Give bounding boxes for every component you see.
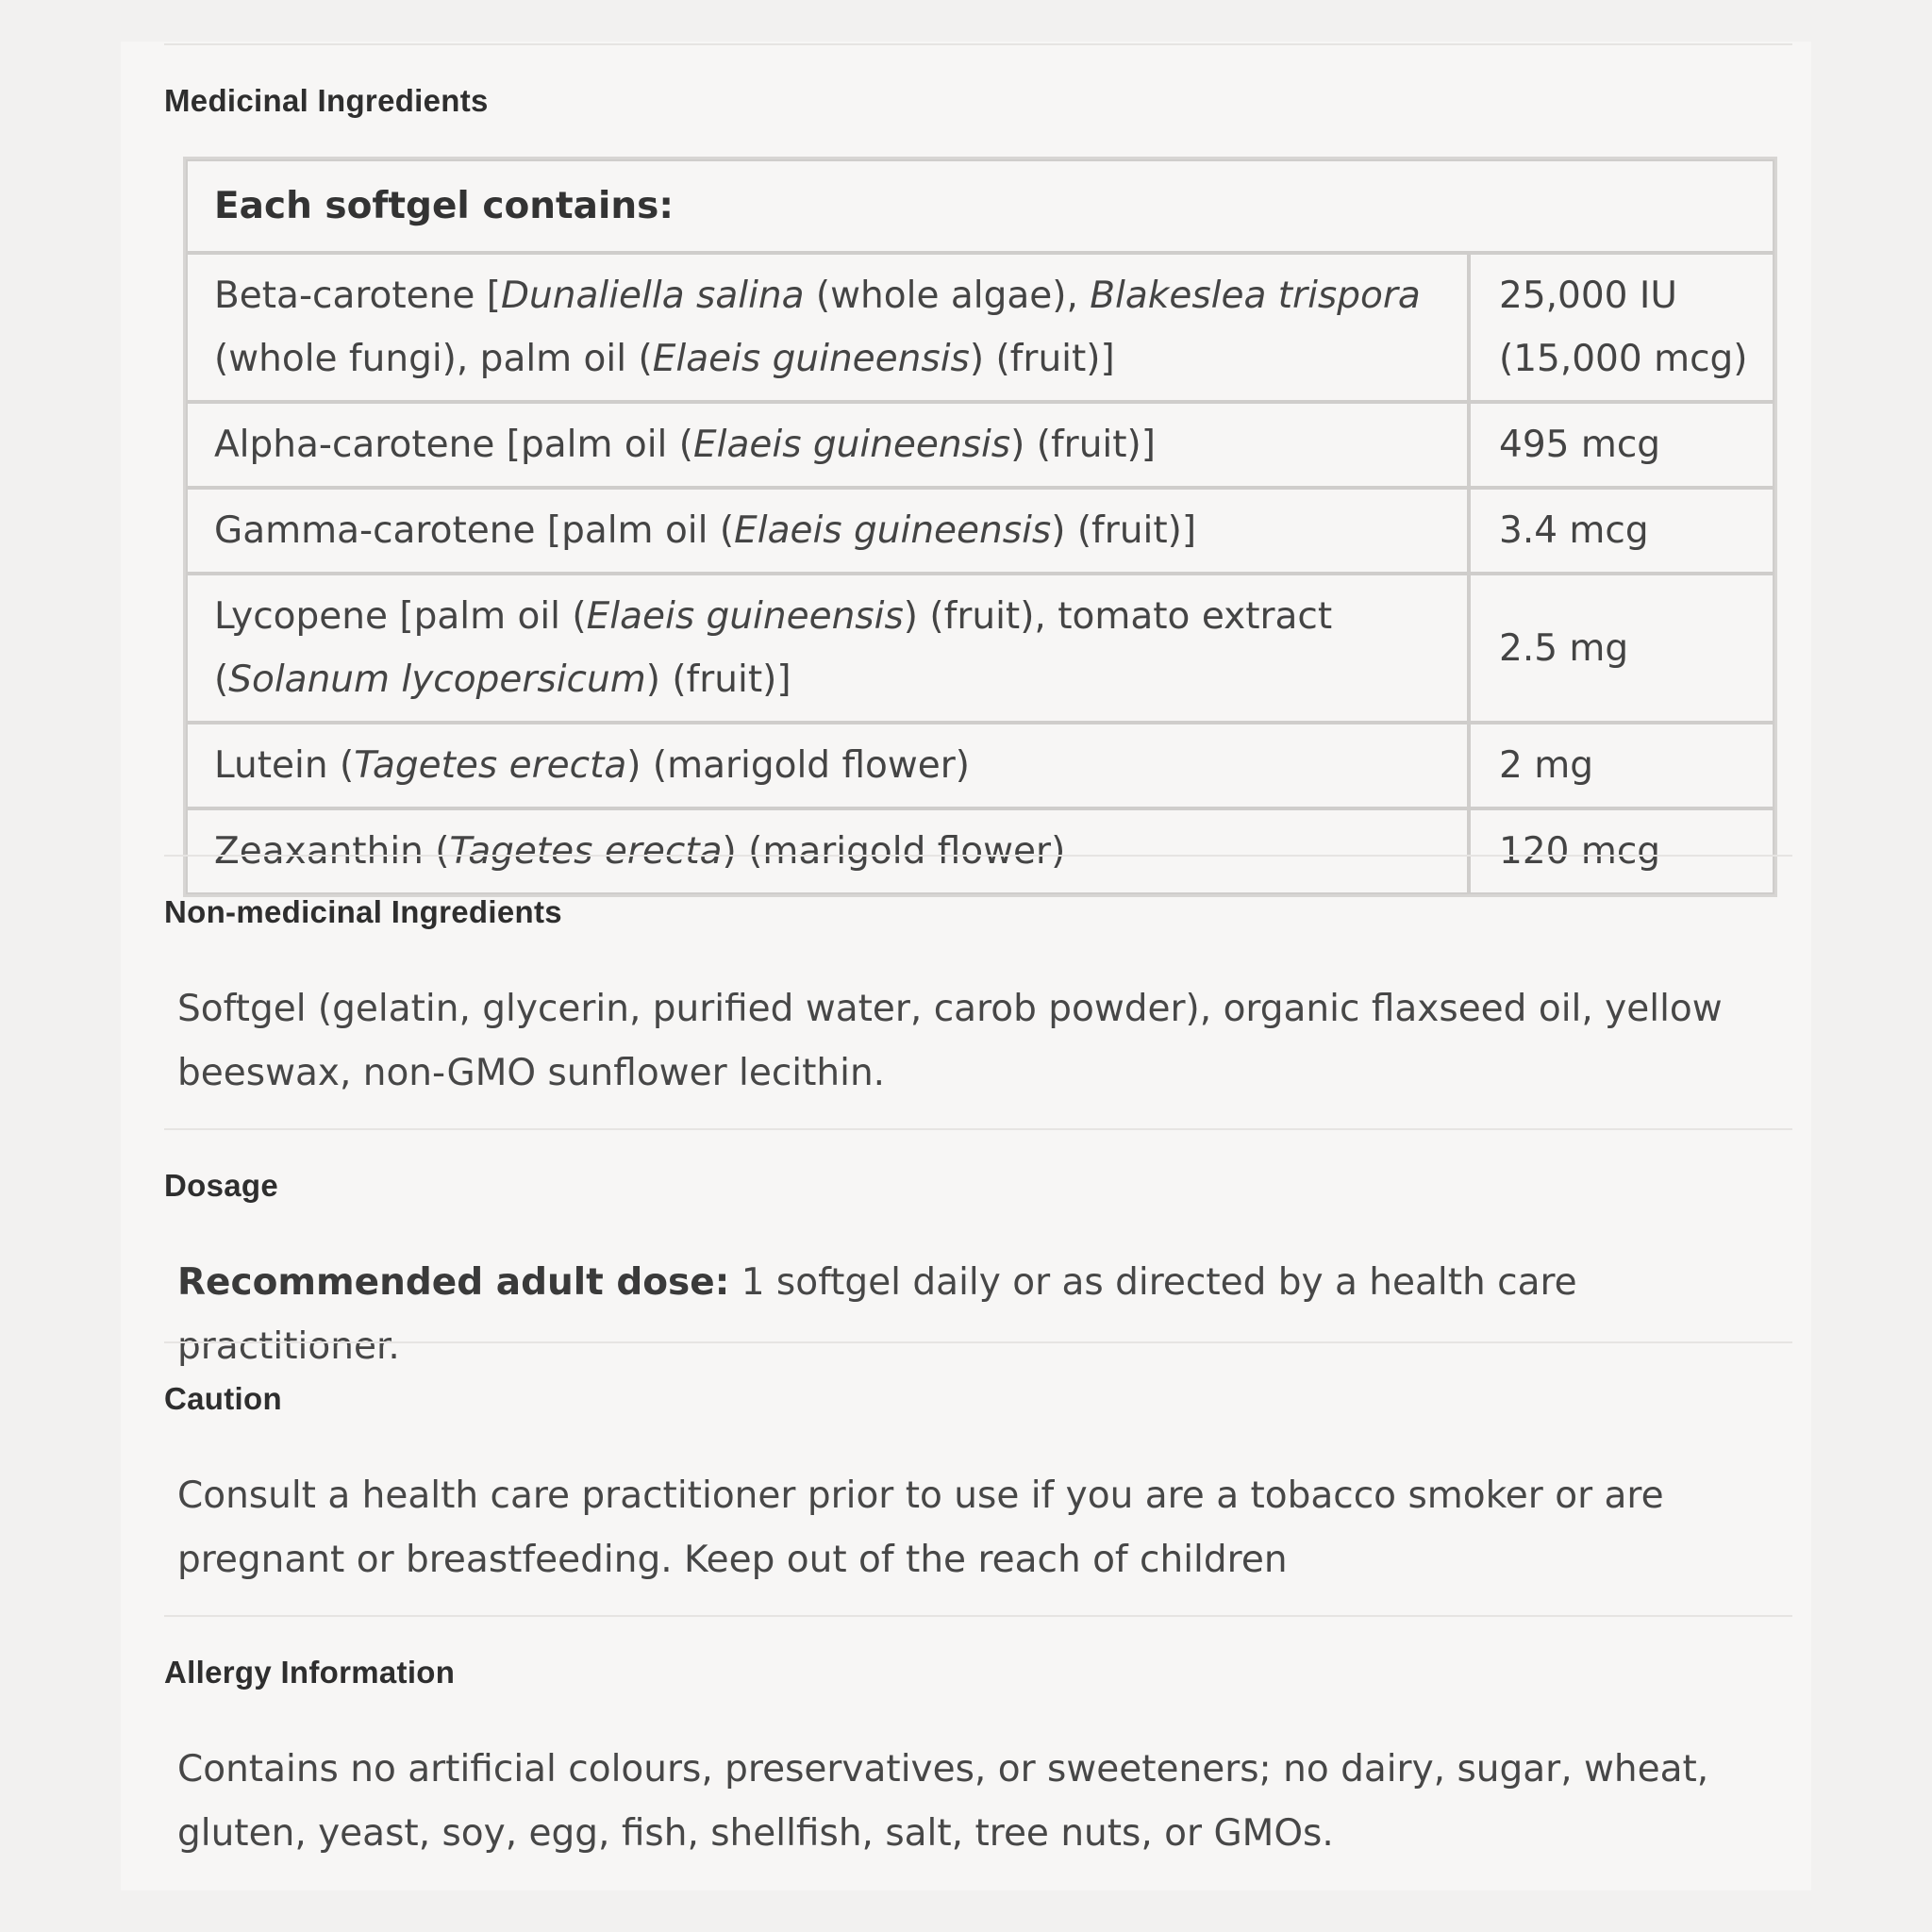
non-medicinal-heading: Non-medicinal Ingredients [164, 894, 562, 929]
non-medicinal-text: Softgel (gelatin, glycerin, purified water, carob powder), organic flaxseed oil, yellow beeswax, non-GMO sunflower lecithin. [177, 988, 1723, 1094]
dosage-section [164, 1128, 1792, 1368]
caution-text: Consult a health care practitioner prior to use if you are a tobacco smoker or are pregnant or breastfeeding. Keep out of the reach of children [177, 1474, 1664, 1581]
ingredient-cell: Gamma-carotene [palm oil (Elaeis guineensis) (fruit)] [186, 488, 1469, 574]
table-header-cell: Each softgel contains: [186, 159, 1774, 253]
product-details-panel [121, 42, 1811, 1890]
medicinal-ingredients-section [164, 43, 1792, 873]
amount-cell: 25,000 IU (15,000 mcg) [1469, 253, 1774, 402]
amount-cell: 120 mcg [1469, 808, 1774, 894]
caution-heading: Caution [164, 1381, 282, 1416]
ingredient-cell: Alpha-carotene [palm oil (Elaeis guineensis) (fruit)] [186, 402, 1469, 488]
dosage-heading: Dosage [164, 1168, 279, 1203]
caution-section [164, 1341, 1792, 1617]
table-row [186, 253, 1774, 402]
allergy-section [164, 1615, 1792, 1890]
non-medicinal-section [164, 855, 1792, 1130]
ingredient-cell: Lutein (Tagetes erecta) (marigold flower) [186, 723, 1469, 808]
ingredient-cell: Zeaxanthin (Tagetes erecta) (marigold flower) [186, 808, 1469, 894]
ingredient-cell: Lycopene [palm oil (Elaeis guineensis) (fruit), tomato extract (Solanum lycopersicum) (fruit)] [186, 574, 1469, 723]
dosage-instructions: 1 softgel daily or as directed by a health care practitioner. [177, 1261, 1577, 1368]
table-row [186, 488, 1774, 574]
amount-cell: 3.4 mcg [1469, 488, 1774, 574]
dosage-label: Recommended adult dose: [177, 1261, 730, 1304]
table-row [186, 723, 1774, 808]
allergy-text: Contains no artificial colours, preservatives, or sweeteners; no dairy, sugar, wheat, gluten, yeast, soy, egg, fish, shellfish, salt, tree nuts, or GMOs. [177, 1748, 1709, 1855]
amount-cell: 2 mg [1469, 723, 1774, 808]
table-row [186, 574, 1774, 723]
ingredient-cell: Beta-carotene [Dunaliella salina (whole algae), Blakeslea trispora (whole fungi), palm oil (Elaeis guineensis) (fruit)] [186, 253, 1469, 402]
medicinal-ingredients-heading: Medicinal Ingredients [164, 83, 489, 118]
amount-cell: 495 mcg [1469, 402, 1774, 488]
allergy-heading: Allergy Information [164, 1655, 456, 1690]
table-row [186, 402, 1774, 488]
table-header-row [186, 159, 1774, 253]
amount-cell: 2.5 mg [1469, 574, 1774, 723]
medicinal-ingredients-table [183, 157, 1777, 897]
